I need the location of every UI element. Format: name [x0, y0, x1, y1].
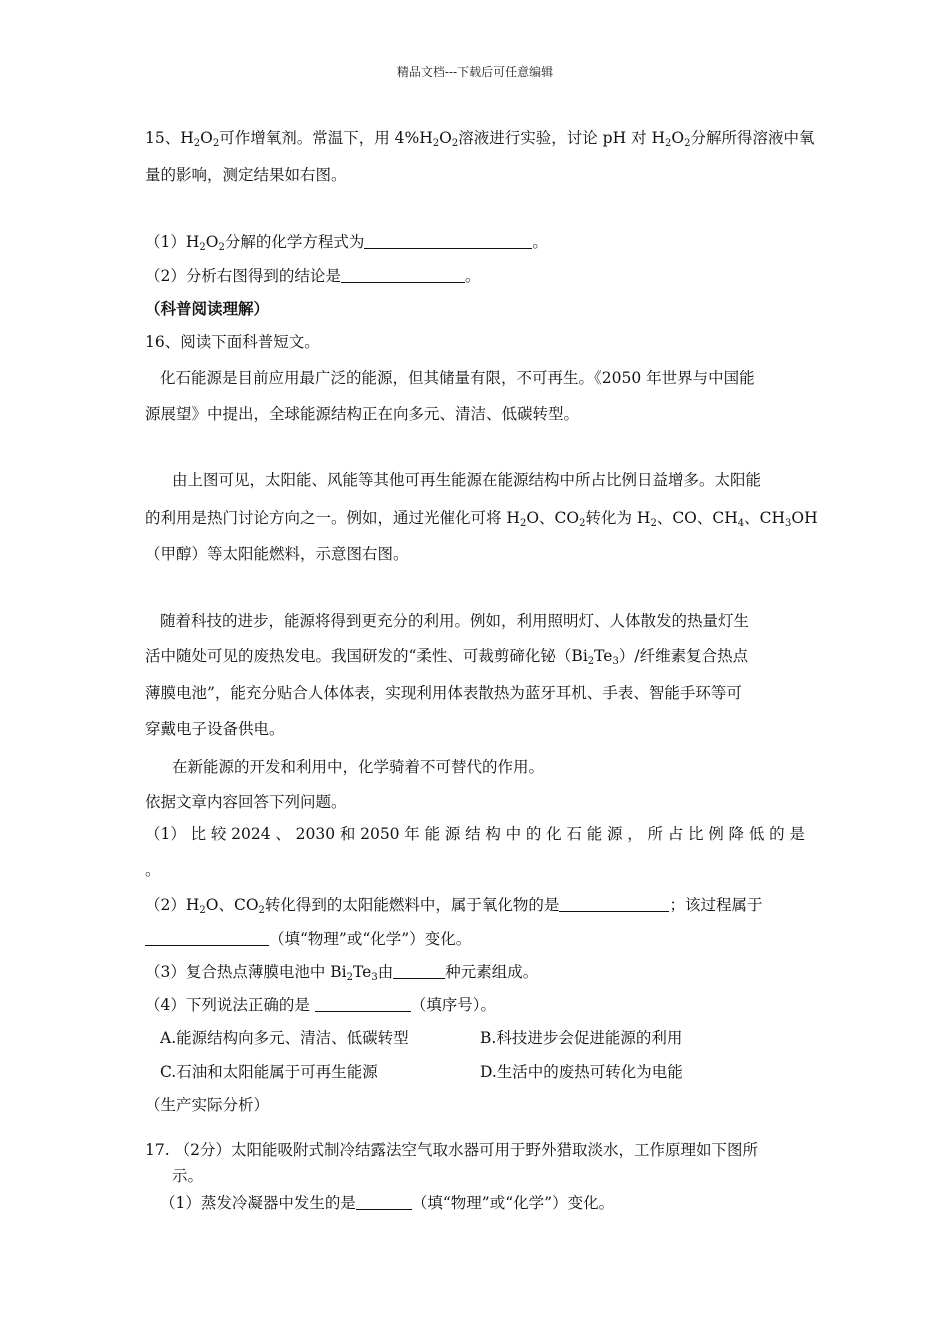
page-header: 精品文档---下载后可任意编辑	[396, 65, 554, 79]
q17-line2: 示。	[172, 1167, 204, 1185]
q16-p4: 在新能源的开发和利用中，化学骑着不可替代的作用。	[172, 758, 545, 776]
q16-p2-line1: 由上图可见，太阳能、风能等其他可再生能源在能源结构中所占比例日益增多。太阳能	[172, 471, 762, 489]
q17-line1: 17. （2分）太阳能吸附式制冷结露法空气取水器可用于野外猎取淡水，工作原理如下图所	[145, 1141, 758, 1159]
q16-title: 16、阅读下面科普短文。	[145, 333, 320, 351]
q16-option-b: B.科技进步会促进能源的利用	[480, 1029, 683, 1047]
answer-blank[interactable]	[393, 963, 445, 979]
section-heading-production: （生产实际分析）	[145, 1096, 270, 1114]
q17-sub1: （1）蒸发冷凝器中发生的是 （填“物理”或“化学”）变化。	[160, 1194, 615, 1212]
q15-sub2: （2）分析右图得到的结论是 。	[145, 267, 481, 285]
q16-a2: $(2)H_2O$、$CO_2$转化得到的太阳能燃料中，属于氧化物的是 ；该过程属于	[145, 896, 763, 916]
q16-a1-end: 。	[145, 861, 161, 879]
q16-p3-line2: 活中随处可见的废热发电。我国研发的“柔性、可裁剪碲化铋$(Bi_2Te_3)/$纤维素复合热点	[145, 647, 749, 667]
answer-blank[interactable]	[315, 996, 411, 1012]
q16-p1-line1: 化石能源是目前应用最广泛的能源，但其储量有限，不可再生。《2050 年世界与中国能	[160, 369, 755, 387]
answer-blank[interactable]	[145, 930, 269, 946]
q15-sub1: $(1)H_2O_2$分解的化学方程式为 。	[145, 233, 548, 253]
q16-option-d: D.生活中的废热可转化为电能	[480, 1063, 683, 1081]
answer-blank[interactable]	[364, 233, 532, 249]
q16-a4: （4）下列说法正确的是 （填序号）。	[145, 996, 497, 1014]
q16-a1: （1） 比 较 2024 、 2030 和 2050 年 能 源 结 构 中 的 化 石 能 源 ， 所 占 比 例 降 低 的 是	[145, 825, 805, 843]
q16-a2-line2: （填“物理”或“化学”）变化。	[145, 929, 471, 949]
q16-option-c: C.石油和太阳能属于可再生能源	[160, 1063, 378, 1081]
q16-p3-line1: 随着科技的进步，能源将得到更充分的利用。例如，利用照明灯、人体散发的热量灯生	[160, 612, 750, 630]
section-heading-reading: （科普阅读理解）	[145, 299, 270, 318]
answer-blank[interactable]	[356, 1194, 412, 1210]
answer-blank[interactable]	[341, 267, 465, 283]
q16-a3: （3）复合热点薄膜电池中 $Bi_2Te_3$由 种元素组成。	[145, 963, 539, 983]
answer-blank[interactable]	[559, 896, 669, 912]
q16-p2-line2: 的利用是热门讨论方向之一。例如，通过光催化可将 $H_2O$、$CO_2$转化为 $H_2$、CO、$CH_4$、$CH_3OH$	[145, 509, 818, 529]
q16-option-a: A.能源结构向多元、清洁、低碳转型	[160, 1029, 409, 1047]
q15-line2: 量的影响，测定结果如右图。	[145, 166, 347, 184]
q16-instruction: 依据文章内容回答下列问题。	[145, 793, 347, 811]
q16-p1-line2: 源展望》中提出，全球能源结构正在向多元、清洁、低碳转型。	[145, 405, 580, 423]
q16-p3-line3: 薄膜电池”，能充分贴合人体体表，实现利用体表散热为蓝牙耳机、手表、智能手环等可	[145, 684, 742, 702]
q16-p2-line3: （甲醇）等太阳能燃料，示意图右图。	[145, 545, 409, 563]
q15-line1: 15、$H_2O_2$可作增氧剂。常温下，用 $4\%H_2O_2$溶液进行实验，讨论 pH 对 $H_2O_2$分解所得溶液中氧	[145, 129, 815, 149]
q16-p3-line4: 穿戴电子设备供电。	[145, 720, 285, 738]
